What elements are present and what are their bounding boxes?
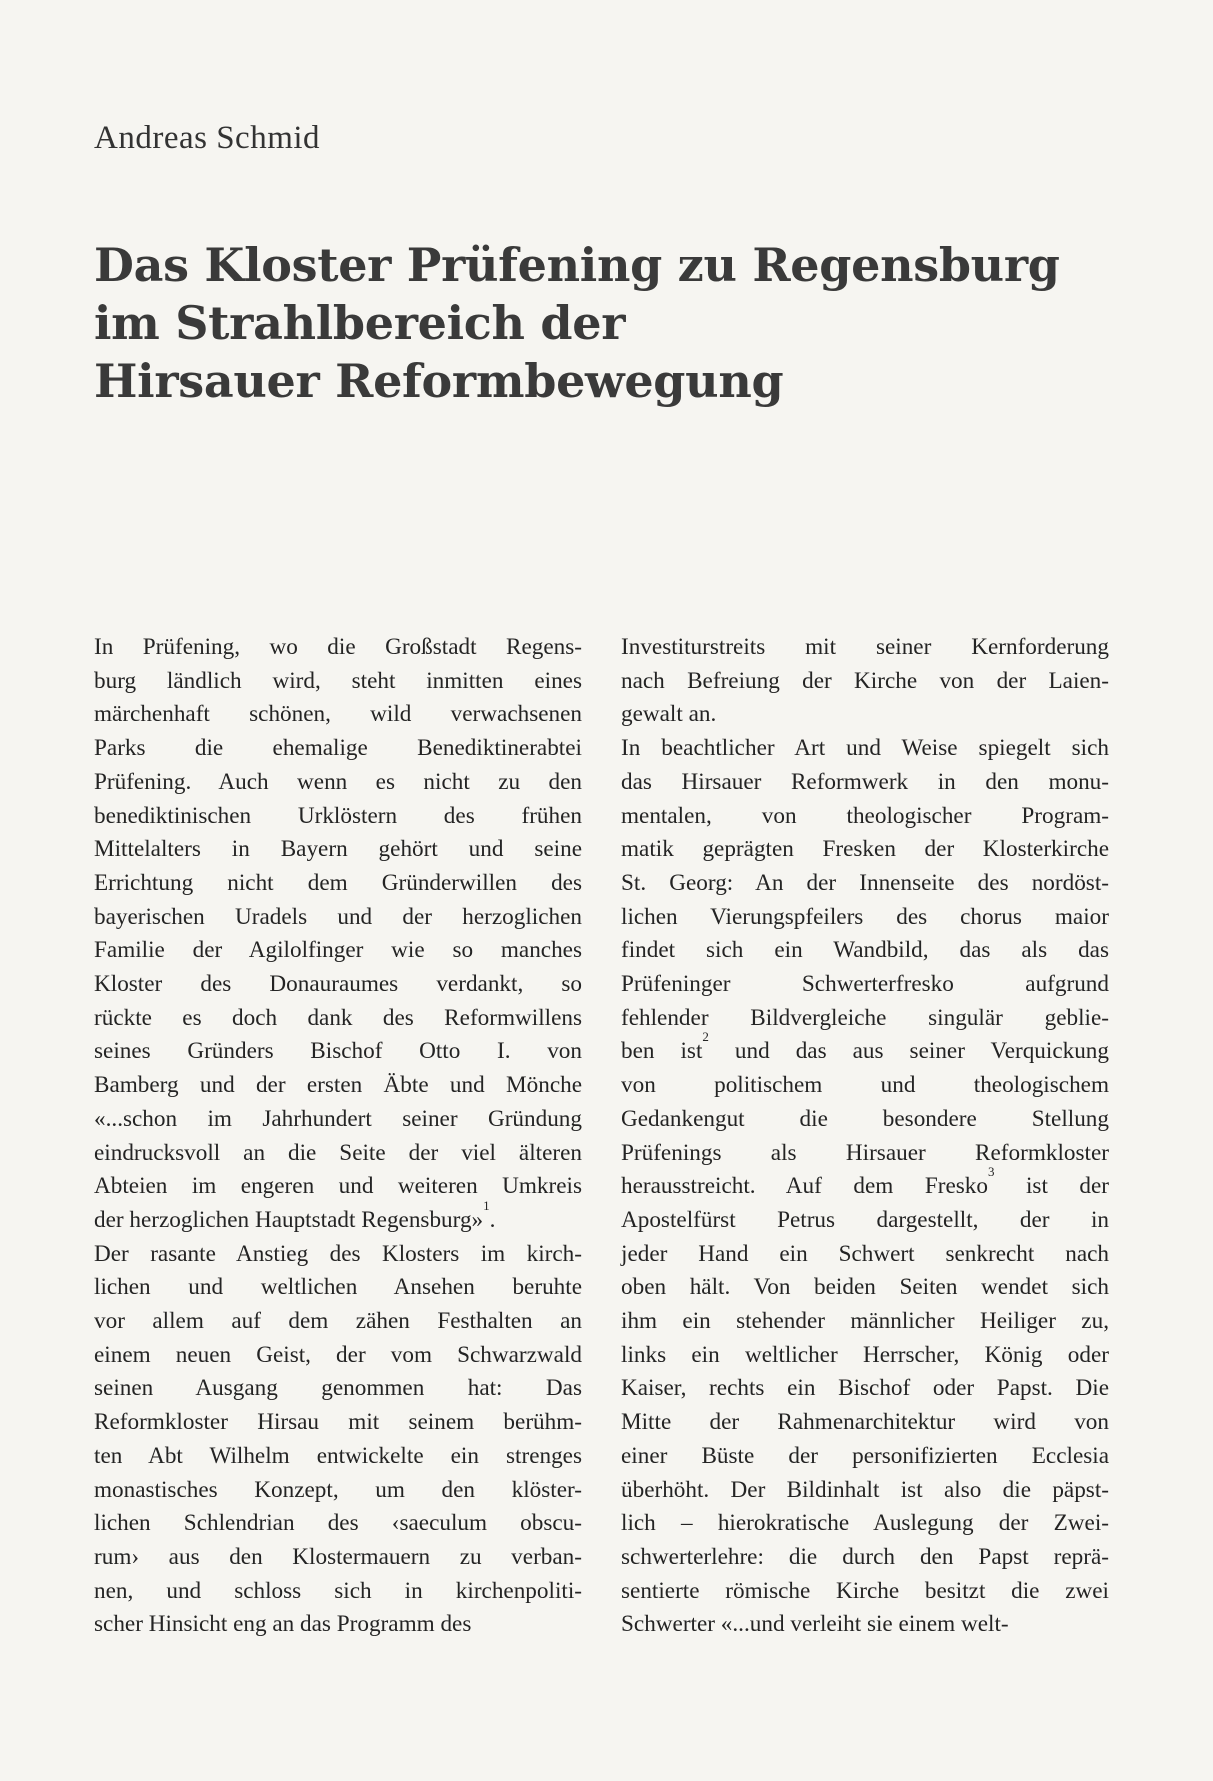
text-line [94,732,582,766]
title-line-2: im Strahlbereich der [94,296,626,350]
text-line-content: Familie der Agilolfinger wie so manches [94,937,582,964]
text-line [94,800,582,834]
text-line-content: einem neuen Geist, der vom Schwarzwald [94,1341,582,1368]
text-line-content: findet sich ein Wandbild, das als das [621,937,1109,964]
text-line [621,1541,1109,1575]
text-line-content: benediktinischen Urklöstern des frühen [94,802,582,829]
footnote-suffix: . [489,1206,496,1233]
text-line [94,968,582,1002]
text-line-content: eindrucksvoll an die Seite der viel älteren [94,1139,582,1166]
text-line [94,1170,582,1204]
text-line-content: lich – hierokratische Auslegung der Zwei- [621,1510,1109,1537]
text-line-content: nen, und schloss sich in kirchenpoliti- [94,1577,582,1604]
text-line [94,1507,582,1541]
text-line [94,631,582,665]
text-line [621,1164,1110,1204]
footnote-marker: 2 [702,1029,709,1045]
text-line [621,1137,1109,1171]
text-line [621,1575,1109,1609]
text-line [94,1305,582,1339]
text-line [621,1406,1109,1440]
text-line-content: Gedankengut die besondere Stellung [621,1105,1109,1132]
text-line-content: «...schon im Jahrhundert seiner Gründung [94,1105,582,1132]
text-line-content: Mittelalters in Bayern gehört und seine [94,836,582,863]
text-line [621,1002,1109,1036]
text-line-content: Abteien im engeren und weiteren Umkreis [94,1173,582,1200]
text-line [94,1002,582,1036]
text-line [94,833,582,867]
text-line-content: In beachtlicher Art und Weise spiegelt sich [621,735,1109,762]
text-line-content: scher Hinsicht eng an das Programm des [94,1611,472,1638]
text-line-content: der herzoglichen Hauptstadt Regensburg» [94,1206,484,1233]
text-line-content: gewalt an. [621,701,717,728]
text-line [94,1541,582,1575]
text-line-content: Parks die ehemalige Benediktinerabtei [94,735,582,762]
text-line-content: oben hält. Von beiden Seiten wendet sich [621,1274,1109,1301]
text-line [94,1339,582,1373]
text-line-content: seinen Ausgang genommen hat: Das [94,1375,582,1402]
text-line [621,1204,1109,1238]
text-continuation: und das aus seiner Verquickung [708,1038,1109,1065]
text-line-content: mentalen, von theologischer Program- [621,802,1109,829]
text-line [621,968,1109,1002]
text-line-content: Reformkloster Hirsau mit seinem berühm- [94,1409,582,1436]
text-line-content: lichen Schlendrian des ‹saeculum obscu- [94,1510,582,1537]
text-line [621,1305,1109,1339]
text-line [94,1608,582,1642]
right-column [621,631,1109,1642]
text-line-content: Investiturstreits mit seiner Kernforderung [621,634,1109,660]
author-name: Andreas Schmid [94,120,321,156]
text-line [621,901,1109,935]
text-line [621,800,1109,834]
text-line [94,867,582,901]
text-line [94,665,582,699]
text-line [621,934,1109,968]
text-line-content: herausstreicht. Auf dem Fresko [621,1173,988,1200]
text-line-content: sentierte römische Kirche besitzt die zwei [621,1577,1109,1604]
text-line [94,766,582,800]
footnote-marker: 3 [987,1164,995,1180]
text-line [94,1103,582,1137]
text-line [621,1440,1109,1474]
text-line-content: lichen und weltlichen Ansehen beruhte [94,1274,582,1301]
text-line-content: rum› aus den Klostermauern zu verban- [94,1543,582,1570]
text-line-content: einer Büste der personifizierten Ecclesia [621,1442,1109,1469]
text-line-content: lichen Vierungspfeilers des chorus maior [621,903,1109,930]
text-line-content: monastisches Konzept, um den klöster- [94,1476,582,1503]
text-line-content: Prüfening. Auch wenn es nicht zu den [94,768,582,795]
text-line-content: In Prüfening, wo die Großstadt Regens- [94,634,582,660]
text-line-content: Apostelfürst Petrus dargestellt, der in [621,1206,1109,1233]
text-continuation: ist der [994,1173,1110,1200]
text-line [621,1608,1109,1642]
text-line [94,1238,582,1272]
text-line-content: von politischem und theologischem [621,1072,1109,1099]
text-line-content: Prüfenings als Hirsauer Reformkloster [621,1139,1109,1166]
text-line [621,1103,1109,1137]
text-line [621,1507,1109,1541]
text-line [94,1406,582,1440]
text-line [94,934,582,968]
text-line-content: jeder Hand ein Schwert senkrecht nach [621,1240,1109,1267]
text-line-content: Kaiser, rechts ein Bischof oder Papst. Die [621,1375,1109,1402]
text-line-content: ten Abt Wilhelm entwickelte ein strenges [94,1442,582,1469]
title-line-1: Das Kloster Prüfening zu Regensburg [94,238,1060,292]
title-line-3: Hirsauer Reformbewegung [94,354,784,408]
text-line [621,1069,1109,1103]
text-line [621,1029,1109,1069]
text-line-content: Mitte der Rahmenarchitektur wird von [621,1409,1109,1436]
text-line-content: rückte es doch dank des Reformwillens [94,1004,582,1031]
text-line [94,1069,582,1103]
text-line [94,1035,582,1069]
text-line [621,631,1109,665]
text-line-content: St. Georg: An der Innenseite des nordöst- [621,869,1109,896]
text-line-content: vor allem auf dem zähen Festhalten an [94,1308,582,1335]
text-line-content: fehlender Bildvergleiche singulär geblie- [621,1004,1109,1031]
text-line-content: Errichtung nicht dem Gründerwillen des [94,869,582,896]
text-line [94,1440,582,1474]
text-line [621,698,1109,732]
text-line [621,1474,1109,1508]
text-line [94,1197,582,1238]
text-line [621,766,1109,800]
text-line-content: ihm ein stehender männlicher Heiliger zu, [621,1308,1109,1335]
text-line [621,1238,1109,1272]
text-line [621,1372,1109,1406]
text-line [94,1575,582,1609]
text-line [621,1271,1109,1305]
text-line-content: matik geprägten Fresken der Klosterkirche [621,836,1109,863]
text-line-content: nach Befreiung der Kirche von der Laien- [621,667,1109,694]
article-title [94,236,1114,410]
text-line [621,833,1109,867]
text-line [94,698,582,732]
text-line [94,1137,582,1171]
text-line-content: märchenhaft schönen, wild verwachsenen [94,701,582,728]
text-line-content: Schwerter «...und verleiht sie einem welt- [621,1611,1009,1638]
text-line [621,1339,1109,1373]
text-line [621,665,1109,699]
text-line-content: ben ist [621,1038,703,1065]
text-line-content: Der rasante Anstieg des Klosters im kirch- [94,1240,582,1267]
text-line-content: Bamberg und der ersten Äbte und Mönche [94,1072,582,1099]
text-line-content: Prüfeninger Schwerterfresko aufgrund [621,971,1109,998]
text-line-content: seines Gründers Bischof Otto I. von [94,1038,582,1065]
text-line [94,1474,582,1508]
text-line [94,901,582,935]
text-line [94,1271,582,1305]
text-line-content: das Hirsauer Reformwerk in den monu- [621,768,1109,795]
text-line [621,732,1109,766]
text-line-content: überhöht. Der Bildinhalt ist also die päpst- [621,1476,1109,1503]
footnote-marker: 1 [483,1197,490,1213]
text-line-content: Kloster des Donauraumes verdankt, so [94,971,582,998]
text-line [621,867,1109,901]
text-line-content: schwerterlehre: die durch den Papst reprä- [621,1543,1109,1570]
text-line-content: links ein weltlicher Herrscher, König oder [621,1341,1109,1368]
text-line-content: bayerischen Uradels und der herzoglichen [94,903,582,930]
left-column [94,631,582,1642]
text-line-content: burg ländlich wird, steht inmitten eines [94,667,582,694]
text-line [94,1372,582,1406]
